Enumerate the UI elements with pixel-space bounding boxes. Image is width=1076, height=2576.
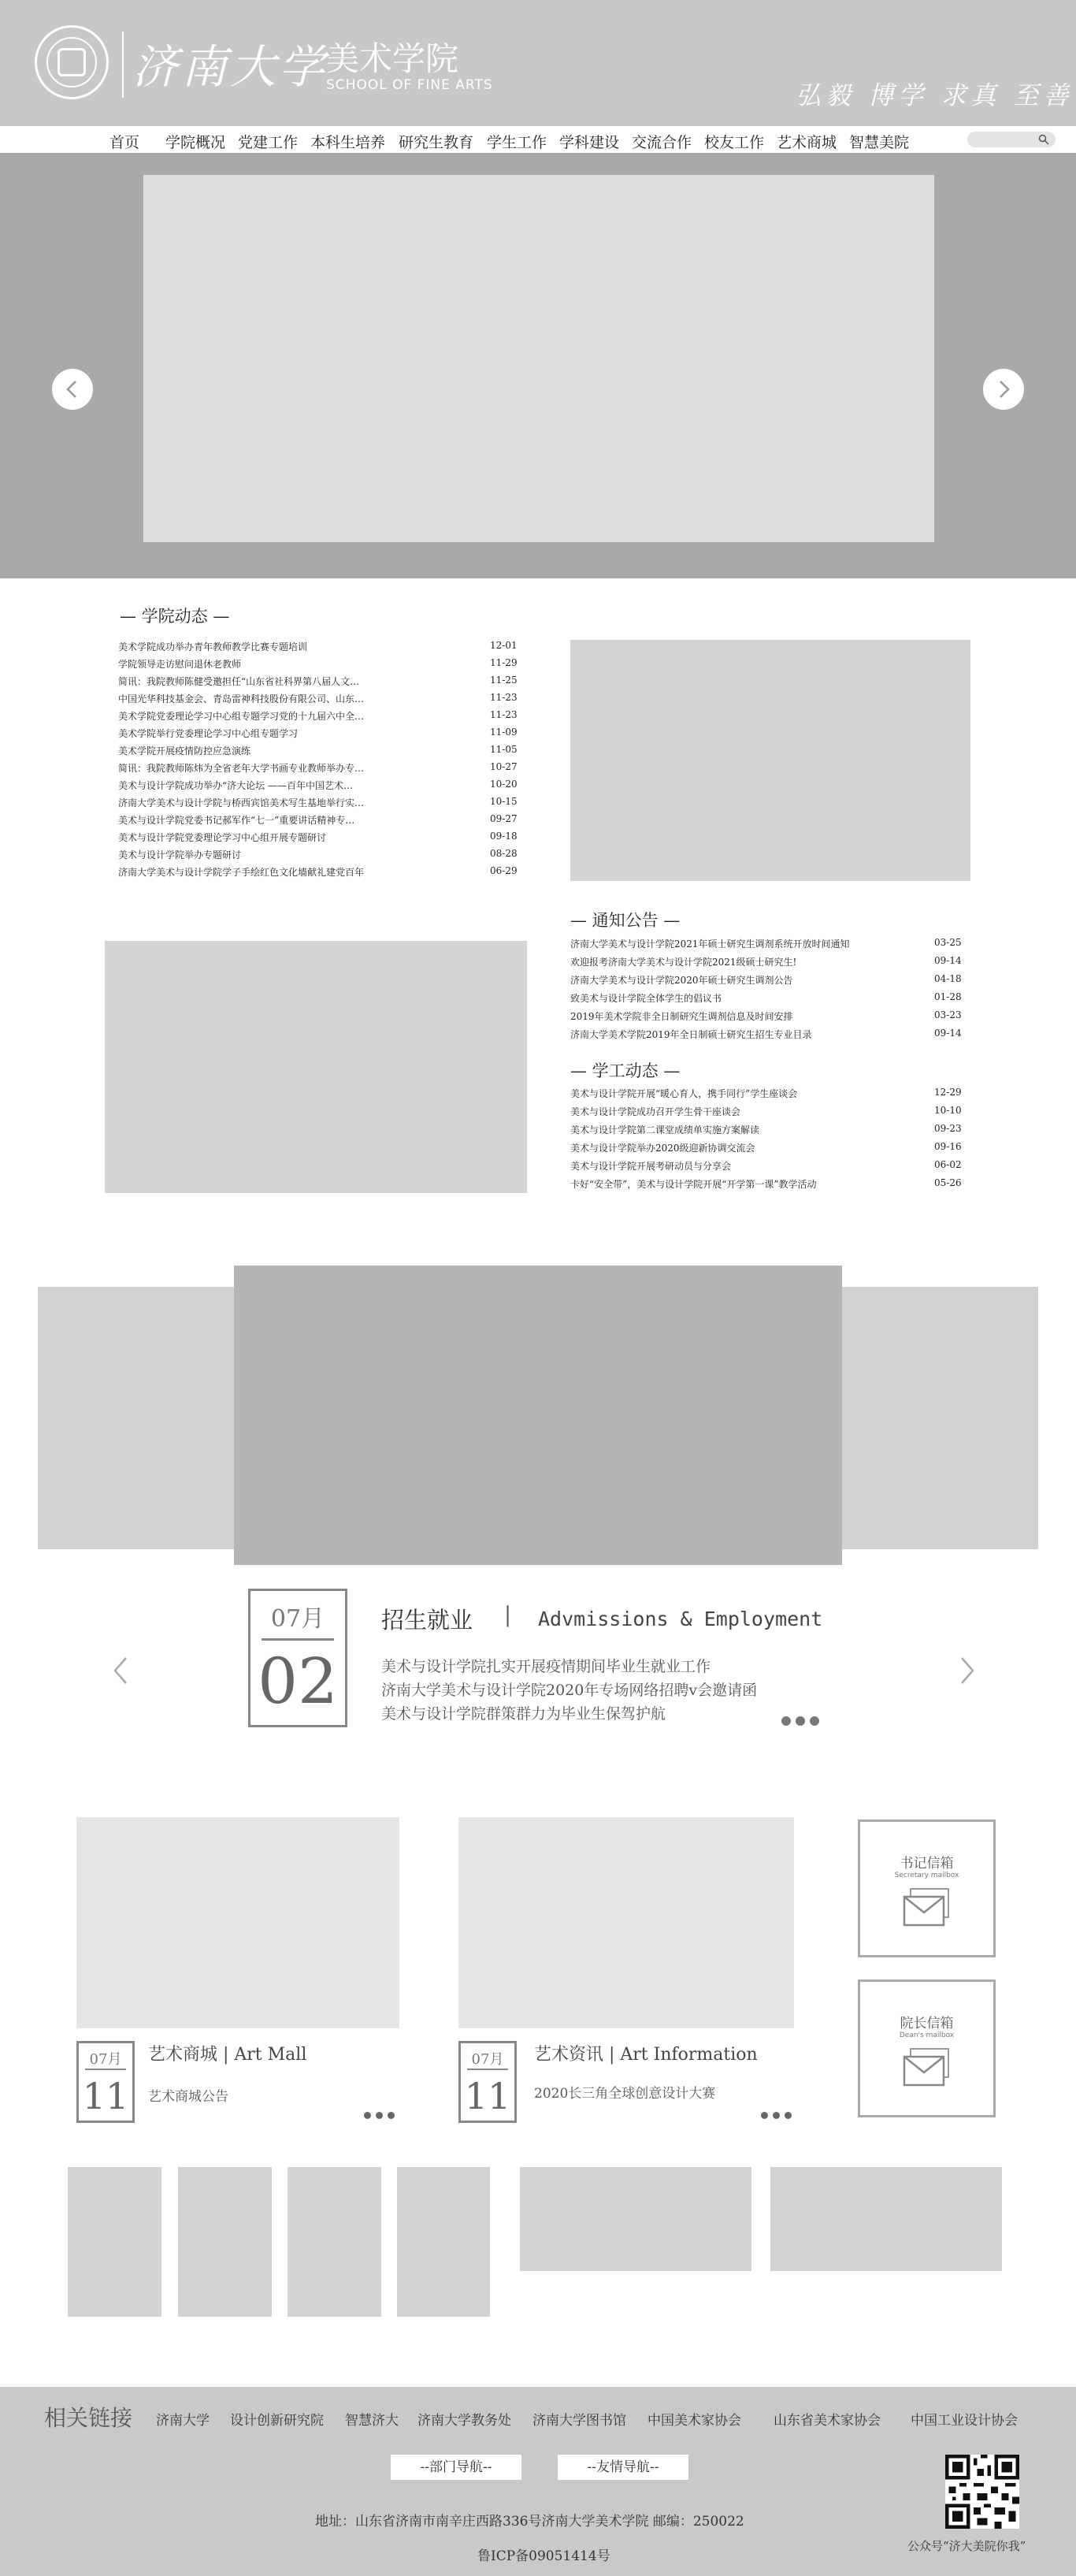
footer-link[interactable]: 济南大学图书馆 [532,2413,626,2429]
notice-item-title[interactable]: 济南大学美术与设计学院2020年硕士研究生调剂公告 [570,975,793,986]
search-icon[interactable] [1038,134,1049,145]
notice-item-date: 09-14 [934,1028,962,1039]
admissions-item[interactable]: 济南大学美术与设计学院2020年专场网络招聘v会邀请函 [381,1682,758,1699]
notices-list [570,937,972,1047]
student-work-item-date: 09-16 [934,1141,962,1152]
admissions-date-month: 07月 [270,1605,325,1633]
notices-section-title: — 通知公告 — [570,911,681,930]
logo-divider [122,32,124,98]
college-english-name: SCHOOL OF FINE ARTS [326,77,493,93]
news-item-date: 08-28 [490,848,518,859]
envelope-icon [900,1886,955,1930]
news-item-date: 11-05 [490,744,518,755]
nav-item-undergrad[interactable]: 本科生培养 [310,134,386,151]
news-item-title[interactable]: 美术与设计学院党委书记郝军作“七一”重要讲话精神专… [118,815,355,826]
friend-nav-select[interactable]: --友情导航-- [558,2455,688,2480]
wechat-account-label: 公众号“济大美院你我” [907,2539,1026,2553]
notice-item-title[interactable]: 2019年美术学院非全日制研究生调剂信息及时间安排 [570,1011,793,1022]
footer-link[interactable]: 济南大学 [156,2413,210,2429]
art-info-date-box [458,2041,517,2123]
nav-item-party[interactable]: 党建工作 [238,134,299,151]
news-item-date: 11-23 [490,692,518,703]
chevron-left-icon [52,369,93,410]
admissions-item[interactable]: 美术与设计学院扎实开展疫情期间毕业生就业工作 [381,1658,711,1675]
art-info-date-month: 07月 [471,2051,504,2068]
wechat-qr-code [945,2455,1019,2529]
student-work-item-date: 12-29 [934,1087,962,1098]
admissions-more-dots[interactable] [781,1716,819,1726]
nav-item-discipline[interactable]: 学科建设 [559,134,620,151]
notice-item-title[interactable]: 济南大学美术学院2019年全日制硕士研究生招生专业目录 [570,1029,812,1040]
nav-item-smart[interactable]: 智慧美院 [849,134,910,151]
notice-feature-image[interactable] [105,941,527,1193]
date-divider [85,2069,126,2070]
nav-item-students[interactable]: 学生工作 [487,134,547,151]
student-work-item-title[interactable]: 美术与设计学院成功召开学生骨干座谈会 [570,1106,741,1117]
notice-item-date: 09-14 [934,955,962,966]
footer-link[interactable]: 中国工业设计协会 [911,2413,1018,2429]
university-name: 济南大学 [132,40,328,94]
student-work-item-date: 09-23 [934,1123,962,1134]
student-work-item-title[interactable]: 美术与设计学院第二课堂成绩单实施方案解读 [570,1124,760,1136]
footer-link[interactable]: 山东省美术家协会 [774,2413,881,2429]
gallery-thumbnail[interactable] [288,2167,381,2317]
news-item-title[interactable]: 美术学院举行党委理论学习中心组专题学习 [118,728,299,739]
university-motto: 弘毅 博学 求真 至善 [796,80,1074,110]
student-work-item-date: 10-10 [934,1105,962,1116]
dean-mailbox-label: 院长信箱 [900,2016,954,2031]
university-seal-logo[interactable] [35,25,109,99]
nav-item-alumni[interactable]: 校友工作 [704,134,765,151]
carousel-prev-arrow-icon[interactable] [109,1655,132,1686]
news-item-date: 09-27 [490,813,518,824]
envelope-icon [900,2046,955,2090]
nav-item-exchange[interactable]: 交流合作 [632,134,692,151]
student-work-item-date: 05-26 [934,1177,962,1188]
news-item-title[interactable]: 美术与设计学院党委理论学习中心组开展专题研讨 [118,832,327,843]
art-mall-date-box [76,2041,135,2123]
news-item-date: 06-29 [490,865,518,876]
student-work-list [570,1087,972,1197]
date-divider [262,1638,333,1641]
art-mall-image[interactable] [76,1817,399,2028]
footer-link[interactable]: 智慧济大 [345,2413,399,2429]
secretary-mailbox-label: 书记信箱 [900,1856,954,1872]
news-item-date: 09-18 [490,831,518,842]
gallery-banner[interactable] [520,2167,751,2271]
art-mall-date-month: 07月 [89,2051,122,2068]
art-info-item[interactable]: 2020长三角全球创意设计大赛 [534,2086,716,2102]
notice-item-title[interactable]: 致美术与设计学院全体学生的倡议书 [570,993,722,1004]
news-section-title: — 学院动态 — [120,607,230,626]
secretary-mailbox-en: Secretary mailbox [894,1872,959,1879]
date-divider [467,2069,508,2070]
nav-item-about[interactable]: 学院概况 [165,134,226,151]
art-mall-item[interactable]: 艺术商城公告 [148,2089,228,2105]
footer-address: 地址：山东省济南市南辛庄西路336号济南大学美术学院 邮编：250022 [315,2514,744,2530]
footer-link[interactable]: 中国美术家协会 [647,2413,741,2429]
nav-item-art-mall[interactable]: 艺术商城 [777,134,837,151]
news-item-title[interactable]: 简讯：我院教师陈炜为全省老年大学书画专业教师举办专… [118,763,365,774]
admissions-title-cn[interactable]: 招生就业 [381,1607,473,1634]
student-work-item-date: 06-02 [934,1159,962,1170]
news-feature-image[interactable] [570,640,970,881]
title-separator: | [504,1603,512,1627]
art-info-image[interactable] [458,1817,794,2028]
gallery-thumbnail[interactable] [178,2167,272,2317]
notice-item-date: 04-18 [934,973,962,984]
news-item-title[interactable]: 济南大学美术与设计学院与桥西宾馆美术写生基地举行实… [118,797,365,808]
notice-item-date: 03-23 [934,1009,962,1020]
notice-item-date: 03-25 [934,937,962,948]
gallery-thumbnail[interactable] [397,2167,490,2317]
gallery-banner[interactable] [770,2167,1002,2271]
art-mall-title[interactable]: 艺术商城 | Art Mall [148,2045,307,2065]
news-item-date: 11-09 [490,727,518,738]
banner-next-button[interactable] [983,369,1024,410]
news-item-title[interactable]: 中国光华科技基金会、青岛雷神科技股份有限公司、山东… [118,693,365,704]
main-nav [0,126,1076,153]
admissions-date-box [248,1589,347,1727]
admissions-item[interactable]: 美术与设计学院群策群力为毕业生保驾护航 [381,1705,666,1723]
department-nav-select[interactable]: --部门导航-- [391,2455,521,2480]
college-name: 美术学院 [326,39,459,78]
news-item-title[interactable]: 美术学院开展疫情防控应急演练 [118,745,251,756]
notice-item-title[interactable]: 济南大学美术与设计学院2021年硕士研究生调剂系统开放时间通知 [570,939,850,950]
news-item-date: 11-29 [490,657,518,668]
notice-item-date: 01-28 [934,991,962,1002]
footer-link[interactable]: 设计创新研究院 [230,2413,324,2429]
news-item-title[interactable]: 美术学院党委理论学习中心组专题学习党的十九届六中全… [118,711,365,722]
student-work-item-title[interactable]: 卡好“安全带”，美术与设计学院开展“开学第一课”教学活动 [570,1179,817,1190]
student-work-item-title[interactable]: 美术与设计学院开展“暖心育人，携手同行”学生座谈会 [570,1088,798,1099]
admissions-date-day: 02 [258,1645,338,1718]
news-list [118,640,520,884]
art-mall-date-day: 11 [82,2075,129,2117]
banner-slide-image[interactable] [143,175,934,542]
news-item-date: 10-27 [490,761,518,772]
art-info-more-dots[interactable] [761,2112,792,2119]
news-item-title[interactable]: 美术与设计学院举办专题研讨 [118,849,242,861]
admissions-title-en: Advmissions & Employment [538,1608,823,1630]
art-info-date-day: 11 [464,2075,511,2117]
carousel-next-arrow-icon[interactable] [955,1655,979,1686]
dean-mailbox-en: Dean's mailbox [899,2031,955,2039]
dean-mailbox-button[interactable] [858,1979,996,2117]
news-item-title[interactable]: 济南大学美术与设计学院学子手绘红色文化墙献礼建党百年 [118,867,365,878]
news-item-date: 10-15 [490,796,518,807]
notice-item-title[interactable]: 欢迎报考济南大学美术与设计学院2021级硕士研究生! [570,957,797,968]
news-item-title[interactable]: 美术与设计学院成功举办“济大论坛 ——百年中国艺术… [118,780,353,791]
student-work-section-title: — 学工动态 — [570,1061,681,1080]
news-item-title[interactable]: 美术学院成功举办青年教师教学比赛专题培训 [118,641,308,652]
art-info-title[interactable]: 艺术资讯 | Art Information [534,2045,758,2065]
news-item-date: 11-23 [490,709,518,720]
carousel-main-image[interactable] [234,1266,842,1565]
student-work-item-title[interactable]: 美术与设计学院开展考研动员与分享会 [570,1161,732,1172]
banner-prev-button[interactable] [52,369,93,410]
footer-icp[interactable]: 鲁ICP备09051414号 [477,2548,610,2564]
news-item-title[interactable]: 简讯：我院教师陈健受邀担任“山东省社科界第八届人文… [118,676,360,687]
news-item-date: 10-20 [490,779,518,790]
nav-item-graduate[interactable]: 研究生教育 [399,134,474,151]
news-item-title[interactable]: 学院领导走访慰问退休老教师 [118,659,242,670]
art-mall-more-dots[interactable] [364,2112,395,2119]
gallery-thumbnail[interactable] [68,2167,161,2317]
student-work-item-title[interactable]: 美术与设计学院举办2020级迎新协调交流会 [570,1143,755,1154]
nav-item-home[interactable]: 首页 [109,134,140,151]
news-item-date: 11-25 [490,675,518,686]
footer-link[interactable]: 济南大学教务处 [417,2413,511,2429]
related-links-title: 相关链接 [44,2405,133,2431]
secretary-mailbox-button[interactable] [858,1820,996,1957]
news-item-date: 12-01 [490,640,518,651]
chevron-right-icon [983,369,1024,410]
